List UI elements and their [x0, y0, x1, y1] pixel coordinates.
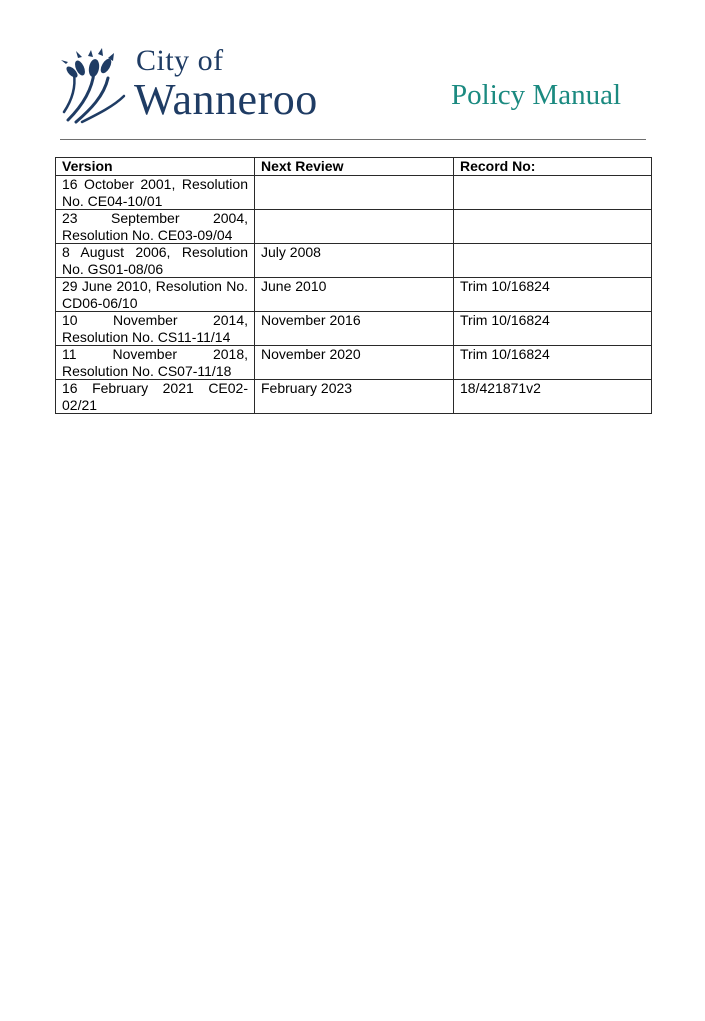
cell-record-no: [454, 244, 652, 278]
logo-text-city-of: City of: [136, 44, 224, 77]
kangaroo-paw-logo-icon: [58, 48, 130, 124]
table-row: [56, 312, 652, 346]
cell-version: 8 August 2006, Resolution No. GS01-08/06: [56, 244, 255, 278]
table-header-row: [56, 158, 652, 176]
cell-version: 16 October 2001, Resolution No. CE04-10/01: [56, 176, 255, 210]
logo-text-wanneroo: Wanneroo: [134, 75, 318, 124]
cell-version: 11 November 2018, Resolution No. CS07-11/18: [56, 346, 255, 380]
cell-record-no: Trim 10/16824: [454, 312, 652, 346]
table-row: [56, 346, 652, 380]
cell-record-no: Trim 10/16824: [454, 346, 652, 380]
column-header-version: Version: [56, 158, 255, 176]
table-row: [56, 244, 652, 278]
cell-record-no: Trim 10/16824: [454, 278, 652, 312]
cell-version: 10 November 2014, Resolution No. CS11-11/14: [56, 312, 255, 346]
cell-version: 23 September 2004, Resolution No. CE03-09/04: [56, 210, 255, 244]
cell-next-review: June 2010: [255, 278, 454, 312]
version-history-table: [55, 157, 652, 414]
cell-next-review: November 2016: [255, 312, 454, 346]
cell-next-review: [255, 210, 454, 244]
cell-record-no: [454, 176, 652, 210]
city-of-wanneroo-logo: [58, 44, 328, 124]
cell-version: 16 February 2021 CE02-02/21: [56, 380, 255, 414]
column-header-record-no: Record No:: [454, 158, 652, 176]
table-row: [56, 380, 652, 414]
cell-record-no: 18/421871v2: [454, 380, 652, 414]
cell-next-review: February 2023: [255, 380, 454, 414]
cell-next-review: [255, 176, 454, 210]
cell-next-review: November 2020: [255, 346, 454, 380]
column-header-next-review: Next Review: [255, 158, 454, 176]
cell-next-review: July 2008: [255, 244, 454, 278]
policy-manual-title: Policy Manual: [451, 79, 621, 111]
table-row: [56, 176, 652, 210]
cell-version: 29 June 2010, Resolution No. CD06-06/10: [56, 278, 255, 312]
table-row: [56, 278, 652, 312]
table-row: [56, 210, 652, 244]
cell-record-no: [454, 210, 652, 244]
header-divider: [60, 139, 646, 140]
